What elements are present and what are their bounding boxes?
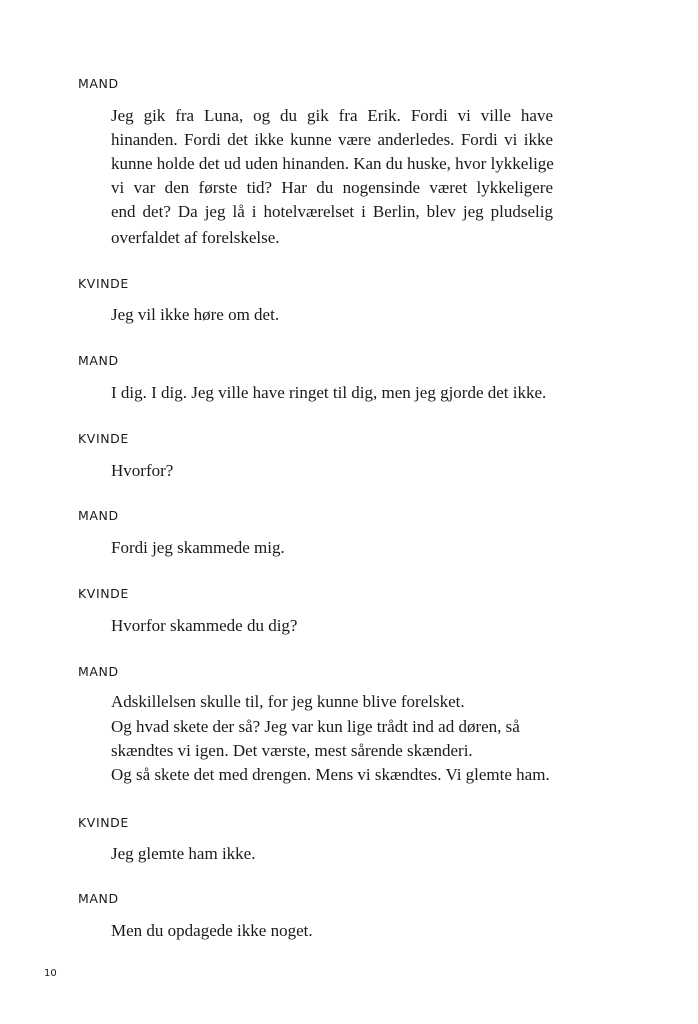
dialogue-line: Hvorfor? (111, 461, 174, 480)
dialogue-line: hinanden. Fordi det ikke kunne være anderledes. Fordi vi ikke (111, 130, 553, 149)
speaker-name: MAND (78, 353, 119, 368)
speaker-name: KVINDE (78, 276, 129, 291)
dialogue-line: Fordi jeg skammede mig. (111, 538, 285, 557)
dialogue-line: Men du opdagede ikke noget. (111, 921, 313, 940)
speaker-name: KVINDE (78, 586, 129, 601)
dialogue-line: Jeg gik fra Luna, og du gik fra Erik. Fordi vi ville have (111, 106, 553, 125)
speaker-name: MAND (78, 76, 119, 91)
speaker-name: MAND (78, 664, 119, 679)
page-number: 10 (44, 968, 57, 979)
speaker-name: MAND (78, 508, 119, 523)
dialogue-line: I dig. I dig. Jeg ville have ringet til dig, men jeg gjorde det ikke. (111, 383, 547, 402)
dialogue-line: Hvorfor skammede du dig? (111, 616, 298, 635)
dialogue-line: skændtes vi igen. Det værste, mest sårende skænderi. (111, 741, 473, 760)
dialogue-line: Og hvad skete der så? Jeg var kun lige trådt ind ad døren, så (111, 717, 520, 736)
dialogue-line: vi var den første tid? Har du nogensinde været lykkeligere (111, 178, 553, 197)
dialogue-line: end det? Da jeg lå i hotelværelset i Berlin, blev jeg pludselig (111, 202, 553, 221)
dialogue-line: Og så skete det med drengen. Mens vi skændtes. Vi glemte ham. (111, 765, 550, 784)
speaker-name: KVINDE (78, 431, 129, 446)
speaker-name: KVINDE (78, 815, 129, 830)
dialogue-line: Jeg glemte ham ikke. (111, 844, 256, 863)
dialogue-line: kunne holde det ud uden hinanden. Kan du huske, hvor lykkelige (111, 154, 554, 173)
speaker-name: MAND (78, 891, 119, 906)
dialogue-line: Adskillelsen skulle til, for jeg kunne blive forelsket. (111, 692, 465, 711)
dialogue-line: Jeg vil ikke høre om det. (111, 305, 280, 324)
dialogue-line: overfaldet af forelskelse. (111, 228, 280, 247)
